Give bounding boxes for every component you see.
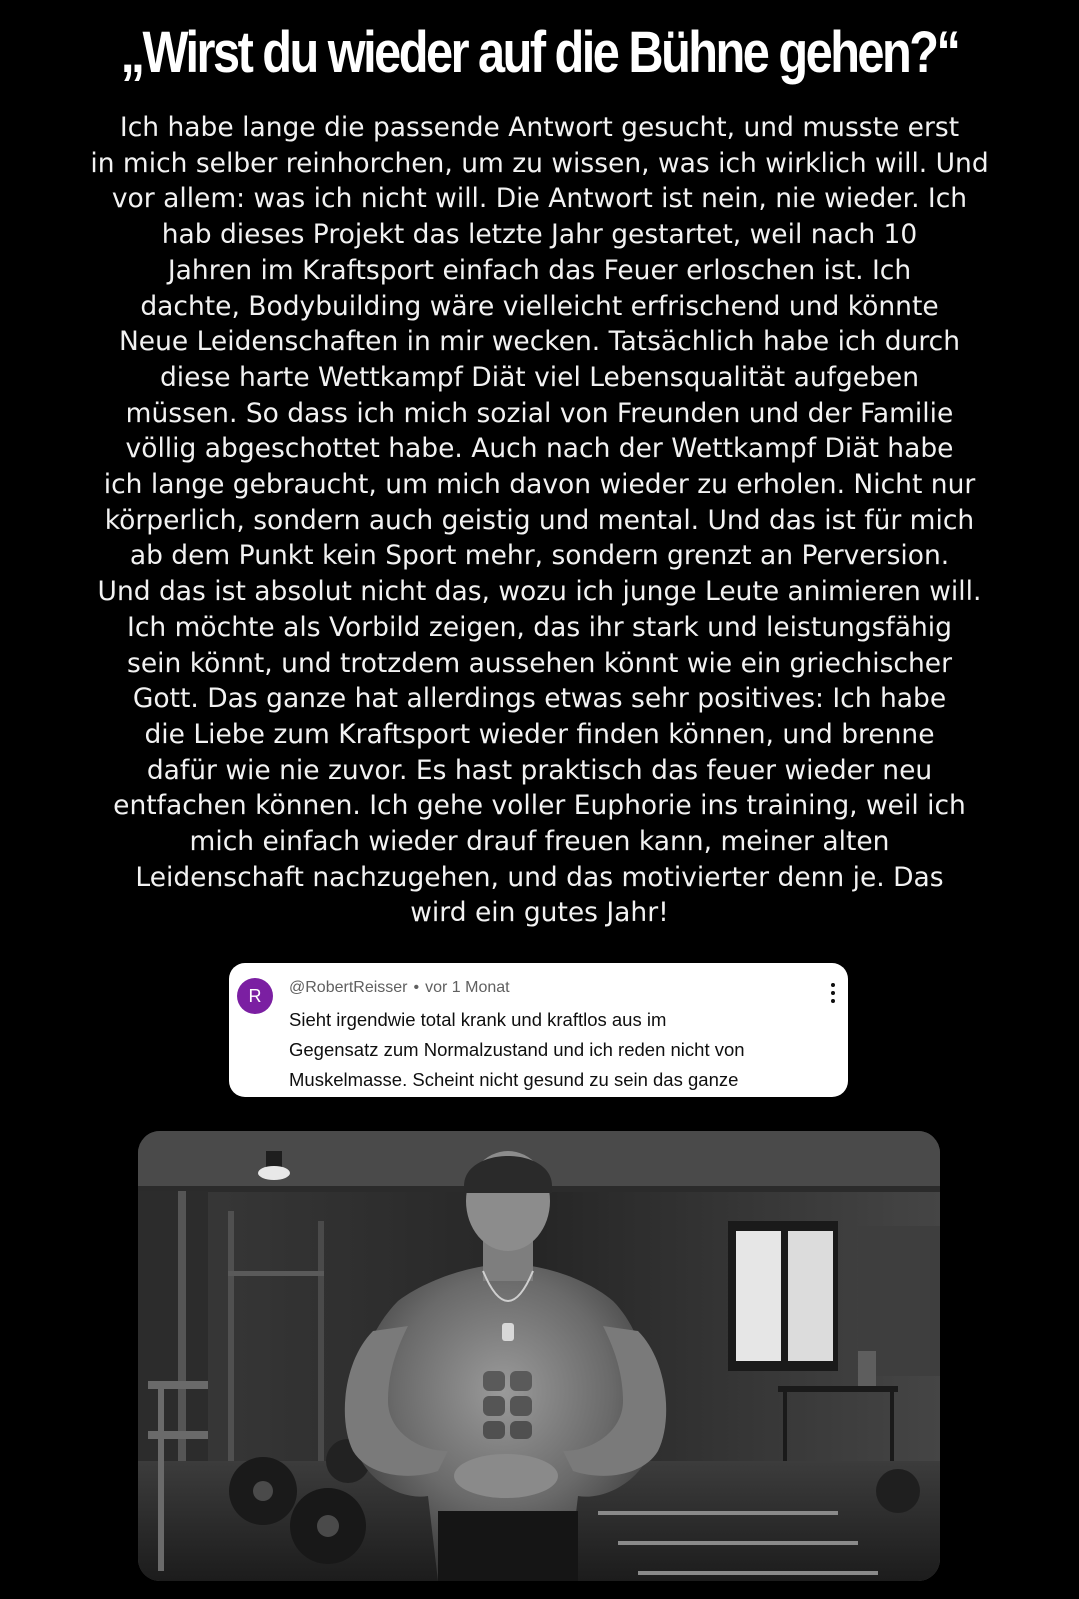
answer-line: Ich habe lange die passende Antwort gesucht, und musste erst xyxy=(119,112,960,143)
answer-line: ich lange gebraucht, um mich davon wieder zu erholen. Nicht nur xyxy=(103,469,976,501)
avatar[interactable]: R xyxy=(237,978,273,1014)
answer-line: Ich möchte als Vorbild zeigen, das ihr stark und leistungsfähig xyxy=(127,611,952,643)
answer-line: die Liebe zum Kraftsport wieder finden können, und brenne xyxy=(144,718,935,750)
answer-line: völlig abgeschottet habe. Auch nach der Wettkampf Diät habe xyxy=(125,433,954,465)
meta-separator: • xyxy=(413,979,420,996)
answer-line: hab dieses Projekt das letzte Jahr gestartet, weil nach 10 xyxy=(161,219,918,251)
answer-line: vor allem: was ich nicht will. Die Antwort ist nein, nie wieder. Ich xyxy=(111,183,968,215)
gym-photo xyxy=(138,1131,940,1581)
answer-text xyxy=(90,110,989,931)
answer-line: müssen. So dass ich mich sozial von Freunden und der Familie xyxy=(125,397,954,429)
answer-line: Neue Leidenschaften in mir wecken. Tatsächlich habe ich durch xyxy=(118,326,961,358)
headline: „Wirst du wieder auf die Bühne gehen?“ xyxy=(120,20,959,85)
gym-photo-illustration xyxy=(138,1131,940,1581)
answer-line: diese harte Wettkampf Diät viel Lebensqualität aufgeben xyxy=(159,361,920,393)
more-vertical-icon[interactable] xyxy=(828,983,838,1007)
answer-line: Und das ist absolut nicht das, wozu ich junge Leute animieren will. xyxy=(97,576,982,608)
answer-line: dachte, Bodybuilding wäre vielleicht erfrischend und könnte xyxy=(140,290,939,322)
answer-line: entfachen können. Ich gehe voller Euphorie ins training, weil ich xyxy=(113,790,966,822)
comment-card xyxy=(229,963,848,1097)
comment-line: Gegensatz zum Normalzustand und ich reden nicht von xyxy=(289,1039,745,1060)
comment-time: vor 1 Monat xyxy=(425,979,510,996)
answer-line: Gott. Das ganze hat allerdings etwas sehr positives: Ich habe xyxy=(132,683,947,715)
comment-author[interactable]: @RobertReisser xyxy=(289,979,408,996)
comment-line: Muskelmasse. Scheint nicht gesund zu sein das ganze xyxy=(289,1069,739,1090)
answer-line: sein könnt, und trotzdem aussehen könnt wie ein griechischer xyxy=(127,647,952,679)
answer-line: körperlich, sondern auch geistig und mental. Und das ist für mich xyxy=(104,504,975,536)
answer-line: ab dem Punkt kein Sport mehr, sondern grenzt an Perversion. xyxy=(129,540,950,572)
comment-text xyxy=(289,1005,834,1095)
answer-line: mich einfach wieder drauf freuen kann, meiner alten xyxy=(189,826,890,858)
answer-line: Jahren im Kraftsport einfach das Feuer erloschen ist. Ich xyxy=(167,254,912,286)
answer-line: wird ein gutes Jahr! xyxy=(410,897,669,929)
answer-line: Leidenschaft nachzugehen, und das motivierter denn je. Das xyxy=(135,861,944,893)
answer-line: dafür wie nie zuvor. Es hast praktisch das feuer wieder neu xyxy=(146,754,933,786)
comment-line: Sieht irgendwie total krank und kraftlos aus im xyxy=(289,1009,667,1030)
answer-line: in mich selber reinhorchen, um zu wissen, was ich wirklich will. Und xyxy=(90,147,989,179)
comment-meta xyxy=(289,979,510,997)
